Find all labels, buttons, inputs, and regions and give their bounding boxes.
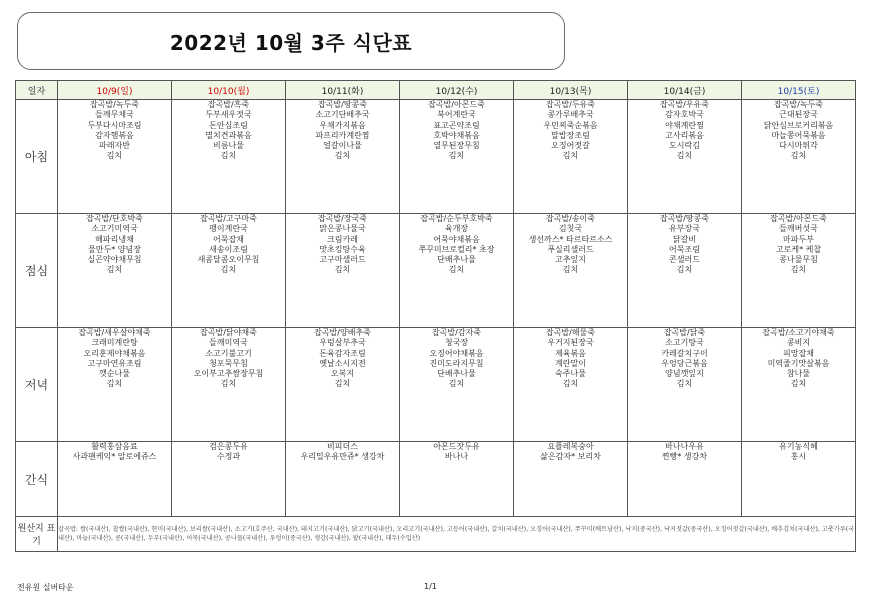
menu-item: 미역줄기맛살볶음 (767, 358, 830, 368)
menu-cell-dinner-4 (514, 328, 628, 442)
menu-item: 잡곡밥/소고기야채죽 (762, 328, 835, 337)
menu-cell-lunch-6 (742, 214, 856, 328)
menu-item: 김치 (562, 379, 579, 389)
menu-title-box (17, 12, 565, 70)
menu-item: 물만두* 양념장 (88, 244, 141, 254)
meal-label-snack: 간식 (16, 442, 58, 517)
menu-item: 활력홍삼음료 (91, 442, 138, 451)
menu-item: 찐빵* 생강차 (661, 452, 708, 462)
menu-item: 삶은감자* 보리차 (540, 452, 601, 462)
menu-cell-dinner-0 (58, 328, 172, 442)
date-header-row (16, 81, 856, 100)
menu-item: 감자햄볶음 (95, 130, 134, 140)
menu-item: 양념깻잎지 (665, 369, 704, 379)
menu-cell-breakfast-0 (58, 100, 172, 214)
menu-item: 김치 (334, 265, 351, 275)
menu-item: 유기농식혜 (779, 442, 818, 451)
origin-label: 원산지 표기 (16, 517, 58, 552)
weekly-menu-table (15, 80, 856, 552)
menu-item: 소고기미역국 (91, 224, 138, 234)
menu-item: 숙주나물 (555, 369, 586, 379)
menu-item: 김치 (106, 379, 123, 389)
menu-item: 파래자반 (99, 141, 130, 151)
menu-item: 고추잎지 (555, 255, 586, 265)
menu-item: 우엉당근볶음 (661, 358, 708, 368)
menu-cell-snack-4 (514, 442, 628, 517)
menu-item: 카레갈치구이 (661, 348, 708, 358)
menu-cell-lunch-5 (628, 214, 742, 328)
menu-item: 오이부고추쌈장무침 (193, 369, 264, 379)
menu-item: 김치 (448, 379, 465, 389)
menu-item: 새송이조림 (209, 244, 248, 254)
menu-cell-dinner-1 (172, 328, 286, 442)
menu-item: 오징어야채볶음 (429, 348, 484, 358)
menu-item: 근대된장국 (779, 110, 818, 120)
day-header-5: 10/14(금) (628, 81, 742, 100)
day-header-3: 10/12(수) (400, 81, 514, 100)
menu-item: 생선까스* 타르타르소스 (528, 234, 613, 244)
menu-item: 바나나 (444, 452, 469, 462)
menu-item: 돈육감자조림 (319, 348, 366, 358)
menu-item: 아몬드잣두유 (433, 442, 480, 451)
menu-cell-dinner-6 (742, 328, 856, 442)
menu-item: 김치 (676, 151, 693, 161)
menu-item: 비름나물 (213, 141, 244, 151)
menu-item: 진미도라지무침 (429, 358, 484, 368)
menu-item: 고로케* 케찹 (775, 244, 822, 254)
menu-item: 파프리카계란찜 (315, 130, 370, 140)
menu-body (16, 100, 856, 517)
menu-item: 쭈꾸미브로컬리* 초장 (418, 244, 495, 254)
menu-item: 새콤달콤오이무침 (197, 255, 260, 265)
menu-item: 우민찌죽순볶음 (543, 120, 598, 130)
menu-item: 김치 (220, 151, 237, 161)
menu-item: 잡곡밥/순두부호박죽 (420, 214, 493, 223)
menu-item: 청국장 (444, 338, 469, 348)
menu-item: 잡곡밥/땅콩죽 (659, 214, 710, 223)
menu-item: 옛날소시지전 (319, 358, 366, 368)
meal-label-dinner: 저녁 (16, 328, 58, 442)
menu-item: 김칫국 (558, 224, 583, 234)
meal-row-lunch (16, 214, 856, 328)
menu-cell-snack-6 (742, 442, 856, 517)
day-header-0: 10/9(일) (58, 81, 172, 100)
menu-item: 김치 (334, 151, 351, 161)
menu-item: 어묵조림 (669, 244, 700, 254)
menu-item: 김치 (790, 151, 807, 161)
menu-item: 우리밀우유만쥬* 생강차 (300, 452, 385, 462)
menu-item: 도시락김 (669, 141, 700, 151)
menu-item: 오리훈제야채볶음 (83, 348, 146, 358)
menu-item: 고사리볶음 (665, 130, 704, 140)
menu-item: 맑은콩나물국 (319, 224, 366, 234)
menu-item: 감자호박국 (665, 110, 704, 120)
menu-cell-dinner-2 (286, 328, 400, 442)
menu-item: 우거지된장국 (547, 338, 594, 348)
menu-cell-snack-3 (400, 442, 514, 517)
menu-item: 야채계란찜 (665, 120, 704, 130)
menu-item: 잡곡밥/닭야채죽 (200, 328, 257, 337)
menu-item: 크림카레 (327, 234, 358, 244)
menu-item: 요플레복숭아 (547, 442, 594, 451)
menu-item: 잡곡밥/녹두죽 (89, 100, 140, 109)
menu-item: 김치 (220, 379, 237, 389)
menu-item: 피망잡채 (783, 348, 814, 358)
menu-cell-breakfast-4 (514, 100, 628, 214)
menu-item: 푸실리샐러드 (547, 244, 594, 254)
menu-item: 맛초킹탕수육 (319, 244, 366, 254)
menu-item: 콩비지 (786, 338, 811, 348)
origin-row (16, 517, 856, 552)
menu-item: 표고곤약조림 (433, 120, 480, 130)
menu-item: 해파리냉채 (95, 234, 134, 244)
menu-item: 어묵야채볶음 (433, 234, 480, 244)
menu-item: 수정과 (216, 452, 241, 462)
menu-item: 열무된장무침 (433, 141, 480, 151)
menu-cell-lunch-3 (400, 214, 514, 328)
menu-item: 오복지 (330, 369, 355, 379)
menu-item: 소고기탕국 (665, 338, 704, 348)
meal-label-lunch: 점심 (16, 214, 58, 328)
menu-item: 어묵잡채 (213, 234, 244, 244)
menu-item: 두부새우젓국 (205, 110, 252, 120)
menu-item: 육개장 (444, 224, 469, 234)
menu-item: 단배추나물 (437, 369, 476, 379)
menu-item: 김치 (562, 151, 579, 161)
day-header-6: 10/15(토) (742, 81, 856, 100)
menu-item: 팽이계란국 (209, 224, 248, 234)
menu-cell-lunch-4 (514, 214, 628, 328)
menu-item: 김치 (334, 379, 351, 389)
menu-item: 닭갈비 (672, 234, 697, 244)
menu-item: 실곤약야채무침 (87, 255, 142, 265)
menu-item: 김치 (448, 151, 465, 161)
menu-item: 김치 (106, 151, 123, 161)
menu-item: 콩가루배추국 (547, 110, 594, 120)
menu-item: 잡곡밥/고구마죽 (200, 214, 257, 223)
origin-section (16, 517, 856, 552)
menu-item: 멸치견과볶음 (205, 130, 252, 140)
day-header-1: 10/10(월) (172, 81, 286, 100)
menu-item: 고구마연유조림 (87, 358, 142, 368)
menu-item: 김치 (106, 265, 123, 275)
page-title: 2022년 10월 3주 식단표 (169, 30, 413, 55)
menu-cell-lunch-0 (58, 214, 172, 328)
menu-item: 잡곡밥/녹두죽 (773, 100, 824, 109)
menu-cell-dinner-5 (628, 328, 742, 442)
menu-item: 마늘쫑어묵볶음 (771, 130, 826, 140)
menu-item: 청포묵무침 (209, 358, 248, 368)
menu-item: 들깨미역국 (209, 338, 248, 348)
menu-item: 잡곡밥/우유죽 (659, 100, 710, 109)
menu-item: 유부장국 (669, 224, 700, 234)
footer-organization: 전유원 실버타운 (17, 583, 74, 592)
menu-item: 제육볶음 (555, 348, 586, 358)
menu-item: 들깨무채국 (95, 110, 134, 120)
menu-item: 두부다시마조림 (87, 120, 142, 130)
menu-item: 참나물 (786, 369, 811, 379)
menu-item: 잡곡밥/송이죽 (545, 214, 596, 223)
menu-item: 잡곡밥/두유죽 (545, 100, 596, 109)
menu-item: 잡곡밥/땅콩죽 (317, 100, 368, 109)
menu-item: 북어계란국 (437, 110, 476, 120)
menu-item: 비피더스 (327, 442, 358, 451)
menu-item: 김치 (220, 265, 237, 275)
menu-item: 닭안심브로커리볶음 (763, 120, 834, 130)
menu-item: 잡곡밥/단호박죽 (86, 214, 143, 223)
day-header-4: 10/13(목) (514, 81, 628, 100)
menu-item: 김치 (790, 379, 807, 389)
menu-item: 김치 (562, 265, 579, 275)
menu-item: 바나나우유 (665, 442, 704, 451)
menu-cell-snack-1 (172, 442, 286, 517)
page-number: 1/1 (424, 582, 437, 591)
menu-item: 잡곡밥/해물죽 (545, 328, 596, 337)
menu-cell-breakfast-2 (286, 100, 400, 214)
menu-cell-breakfast-3 (400, 100, 514, 214)
menu-item: 잡곡밥/양배추죽 (314, 328, 371, 337)
menu-item: 잡곡밥/감자죽 (431, 328, 482, 337)
meal-row-breakfast (16, 100, 856, 214)
menu-item: 잡곡밥/닭죽 (663, 328, 706, 337)
menu-item: 고구마샐러드 (319, 255, 366, 265)
menu-cell-snack-5 (628, 442, 742, 517)
menu-item: 사과팬케익* 알로에쥬스 (72, 452, 157, 462)
menu-cell-breakfast-6 (742, 100, 856, 214)
menu-cell-snack-2 (286, 442, 400, 517)
menu-item: 검은콩두유 (209, 442, 248, 451)
menu-item: 다시마튀각 (779, 141, 818, 151)
menu-item: 잡곡밥/장국죽 (317, 214, 368, 223)
menu-item: 잡곡밥/아몬드죽 (770, 214, 827, 223)
menu-item: 김치 (676, 379, 693, 389)
day-header-2: 10/11(화) (286, 81, 400, 100)
menu-cell-breakfast-1 (172, 100, 286, 214)
menu-item: 깻순나물 (99, 369, 130, 379)
menu-item: 들깨버섯국 (779, 224, 818, 234)
menu-item: 우렁살부추국 (319, 338, 366, 348)
menu-item: 잡곡밥/새우살야채죽 (78, 328, 151, 337)
meal-row-dinner (16, 328, 856, 442)
menu-item: 소고기단배추국 (315, 110, 370, 120)
menu-item: 오징어젓갈 (551, 141, 590, 151)
menu-item: 마파두부 (783, 234, 814, 244)
date-label-header: 일자 (16, 81, 58, 100)
menu-cell-breakfast-5 (628, 100, 742, 214)
menu-item: 우채가지볶음 (319, 120, 366, 130)
menu-item: 말밥장조림 (551, 130, 590, 140)
menu-cell-lunch-2 (286, 214, 400, 328)
menu-item: 김치 (676, 265, 693, 275)
menu-item: 김치 (448, 265, 465, 275)
menu-cell-snack-0 (58, 442, 172, 517)
menu-item: 잡곡밥/아몬드죽 (428, 100, 485, 109)
menu-item: 단배추나물 (437, 255, 476, 265)
menu-item: 콘샐러드 (669, 255, 700, 265)
menu-item: 얼갈이나물 (323, 141, 362, 151)
menu-item: 돈안심조림 (209, 120, 248, 130)
meal-label-breakfast: 아침 (16, 100, 58, 214)
menu-item: 잡곡밥/흑죽 (207, 100, 250, 109)
meal-row-snack (16, 442, 856, 517)
menu-cell-lunch-1 (172, 214, 286, 328)
menu-item: 홍시 (790, 452, 807, 462)
menu-item: 호박야채볶음 (433, 130, 480, 140)
menu-item: 콩나물무침 (779, 255, 818, 265)
menu-cell-dinner-3 (400, 328, 514, 442)
menu-item: 크래미계란탕 (91, 338, 138, 348)
origin-text: 잡곡밥: 쌀(국내산), 찹쌀(국내산), 현미(국내산), 보리쌀(국내산), 소고기(호주산, 국내산), 돼지고기(국내산), 닭고기(국내산), 오리고기(국내산), 고등어(국내산), 갈치(국내산), 오징어(국내산), 쭈꾸미(베트남산), 낙지(중국산), 낙지젓갈(중국산), 오징어젓갈(국내산), 배추김치(국내산), 고춧가루(국내산), 마늘(국내산), 콩(국내산), 두부(국내산), 어묵(국내산), 콩나물(국내산), 우렁이(중국산), 생강(국내산), 팥(국내산), 대두(수입산) (58, 517, 856, 552)
menu-item: 소고기불고기 (205, 348, 252, 358)
menu-item: 김치 (790, 265, 807, 275)
menu-item: 계란말이 (555, 358, 586, 368)
